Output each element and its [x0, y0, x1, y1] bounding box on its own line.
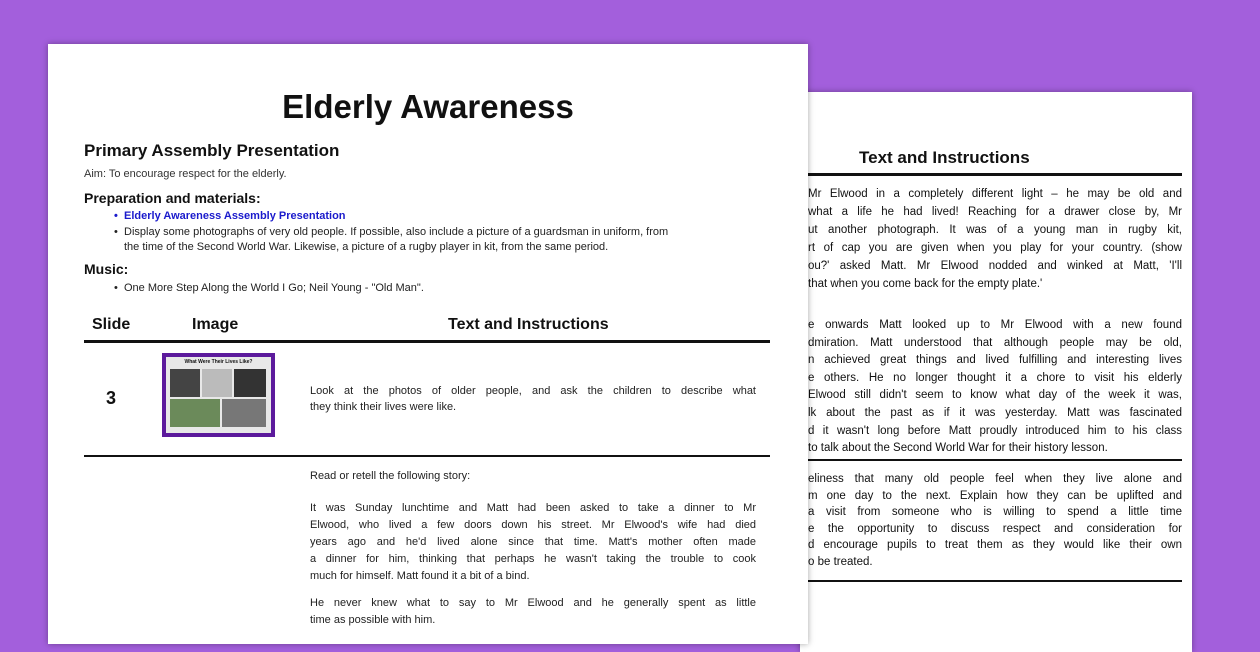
document-title: Elderly Awareness — [282, 88, 574, 125]
row-text: they think their lives were like. — [310, 401, 457, 413]
text-line: m one day to the next. Explain how they can be uplifted and — [808, 489, 1182, 502]
text-line: Elwood still didn't seem to know what day of the week it was, — [808, 389, 1182, 402]
prep-heading: Preparation and materials: — [84, 190, 261, 206]
photo — [170, 399, 220, 427]
text-line: e others. He no longer thought it a chore to visit his elderly — [808, 371, 1182, 384]
photo — [170, 369, 200, 397]
divider — [800, 459, 1182, 461]
music-heading: Music: — [84, 261, 129, 277]
text-line: much for himself. Matt found it a bit of a bind. — [310, 570, 530, 582]
text-line: dmiration. Matt understood that although people may be old, — [808, 336, 1182, 349]
photo — [222, 399, 266, 427]
text-line: rt of cap you are given when you play for your country. (show — [808, 242, 1182, 254]
col-header-slide: Slide — [92, 316, 131, 333]
back-column-header: Text and Instructions — [859, 148, 1030, 167]
text-line: ut another photograph. It was of a young man in rugby kit, — [808, 224, 1182, 236]
slide-number: 3 — [106, 388, 117, 408]
back-page — [800, 92, 1192, 652]
text-line: to talk about the Second World War for their history lesson. — [808, 442, 1108, 455]
thumb-caption: What Were Their Lives Like? — [184, 359, 253, 365]
divider — [800, 173, 1182, 176]
prep-item-cont: the time of the Second World War. Likewise, a picture of a rugby player in kit, from the same period. — [124, 241, 609, 253]
text-line: time as possible with him. — [310, 614, 436, 626]
music-item: • One More Step Along the World I Go; Neil Young - "Old Man". — [124, 282, 424, 294]
text-line: eliness that many old people feel when they live alone and — [808, 473, 1182, 485]
text-line: e the opportunity to discuss respect and consideration for — [808, 522, 1182, 535]
divider — [84, 455, 770, 457]
text-line: years ago and he'd lived alone since that time. Matt's mother often made — [310, 536, 756, 548]
text-line: n achieved great things and lived fulfilling and interesting lives — [808, 354, 1182, 367]
presentation-link[interactable]: • Elderly Awareness Assembly Presentation — [124, 210, 346, 222]
text-line: e onwards Matt looked up to Mr Elwood with a new found — [808, 319, 1182, 331]
prep-item: • Display some photographs of very old people. If possible, also include a picture of a guardsman in uniform, from — [124, 226, 668, 238]
divider — [84, 340, 770, 343]
col-header-image: Image — [192, 316, 239, 333]
text-line: ou?' asked Matt. Mr Elwood nodded and winked at Matt, 'I'll — [808, 260, 1182, 272]
story-intro: Read or retell the following story: — [310, 470, 471, 482]
slide-thumbnail — [162, 353, 275, 437]
text-line: d encourage pupils to treat them as they would like their own — [808, 539, 1182, 552]
text-line: He never knew what to say to Mr Elwood and he generally spent as little — [310, 597, 756, 609]
text-line: a dinner for him, thinking that perhaps he wasn't taking the trouble to cook — [310, 553, 756, 565]
subtitle: Primary Assembly Presentation — [84, 141, 340, 160]
text-line: Elwood, who lived a few doors down his street. Mr Elwood's wife had died — [310, 519, 756, 531]
text-line: that when you come back for the empty plate.' — [808, 278, 1043, 290]
text-line: Mr Elwood in a completely different light – he may be old and — [808, 188, 1182, 200]
photo — [234, 369, 266, 397]
text-line: lk about the past as if it was yesterday. Matt was fascinated — [808, 407, 1182, 419]
text-line: a visit from someone who is willing to spend a little time — [808, 506, 1182, 519]
text-line: o be treated. — [808, 556, 873, 568]
divider — [800, 580, 1182, 582]
aim-text: Aim: To encourage respect for the elderly. — [84, 168, 287, 180]
row-text: Look at the photos of older people, and ask the children to describe what — [310, 385, 756, 397]
text-line: what a life he had lived! Reaching for a drawer close by, Mr — [808, 206, 1182, 218]
text-line: It was Sunday lunchtime and Matt had been asked to take a dinner to Mr — [310, 502, 756, 514]
photo — [202, 369, 232, 397]
col-header-text: Text and Instructions — [448, 316, 609, 333]
text-line: d it wasn't long before Matt proudly introduced him to his class — [808, 424, 1182, 437]
front-page — [48, 44, 808, 644]
